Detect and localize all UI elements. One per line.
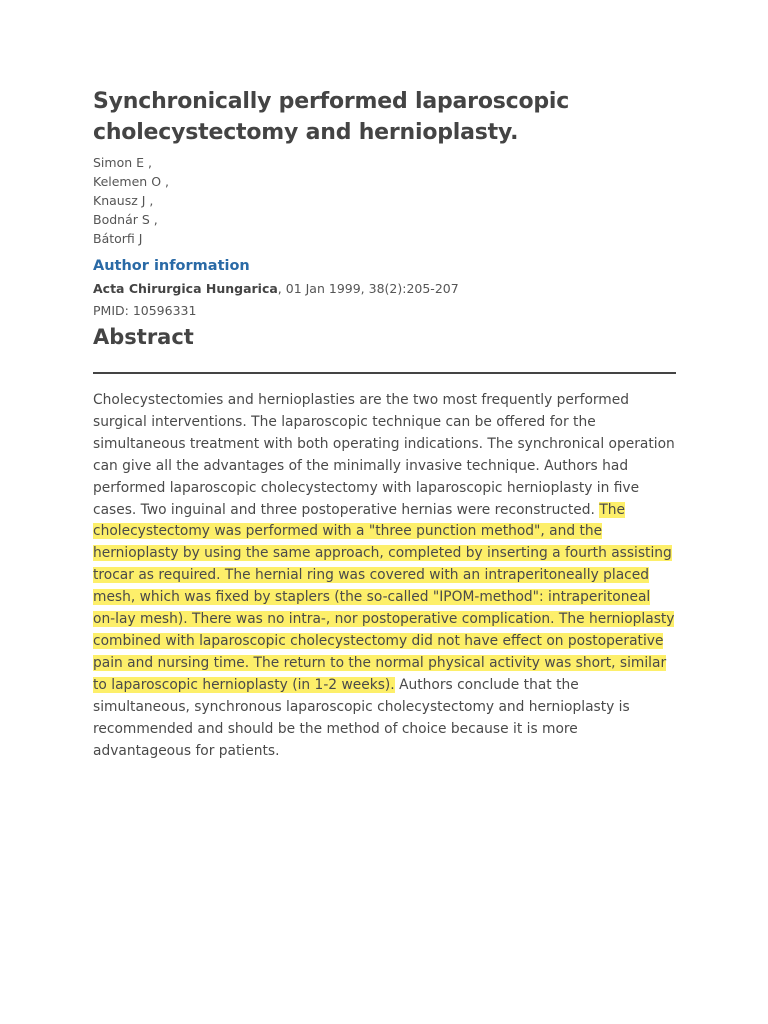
- article-title: Synchronically performed laparoscopic cholecystectomy and hernioplasty.: [93, 89, 570, 145]
- author-name[interactable]: Knausz J ,: [93, 193, 154, 208]
- highlighted-text: . The return to the normal physical activity was short, similar to laparoscopic hernioplasty (in 1-2 weeks).: [93, 654, 667, 693]
- author-name[interactable]: Simon E ,: [93, 155, 152, 170]
- abstract-text-end: Authors conclude that the simultaneous, synchronous laparoscopic cholecystectomy and hernioplasty is recommended and should be the method of choice because it is more advantageous for patients.: [93, 676, 630, 759]
- abstract-text-start: Cholecystectomies and hernioplasties are the two most frequently performed surgical interventions. The laparoscopic technique can be offered for the simultaneous treatment with both operating indications. The synchronical operation can give all the advantages of the minimally invasive technique. Authors had performed laparoscopic cholecystectomy with laparoscopic hernioplasty in five cases. Two inguinal and three postoperative hernias were reconstructed.: [93, 392, 675, 518]
- author-list: [93, 153, 676, 248]
- abstract-body: [93, 390, 676, 762]
- highlighted-text: The cholecystectomy was performed with a "three punction method", and the hernioplasty by using the same approach, completed by inserting a fourth assisting trocar as required. The hernial ring was covered with an intraperitoneally placed mesh, which was fixed by staplers (the so-called "IPOM-method": intraperitoneal on-lay mesh). There was no intra-, nor postoperative complication. The hernioplasty combined with laparoscopic cholecystectomy did not have effect on postoperative pain and nursing time: [93, 501, 675, 671]
- article-page: [93, 86, 676, 776]
- author-name[interactable]: Bodnár S ,: [93, 212, 158, 227]
- section-divider: [93, 372, 676, 374]
- pmid-label: PMID: 10596331: [93, 303, 197, 318]
- abstract-heading: Abstract: [93, 325, 194, 349]
- journal-name[interactable]: Acta Chirurgica Hungarica: [93, 281, 278, 296]
- citation-line: [93, 279, 676, 298]
- author-information-toggle[interactable]: Author information: [93, 258, 250, 274]
- author-name[interactable]: Bátorfi J: [93, 231, 143, 246]
- citation-details: , 01 Jan 1999, 38(2):205-207: [277, 281, 459, 296]
- author-name[interactable]: Kelemen O ,: [93, 174, 169, 189]
